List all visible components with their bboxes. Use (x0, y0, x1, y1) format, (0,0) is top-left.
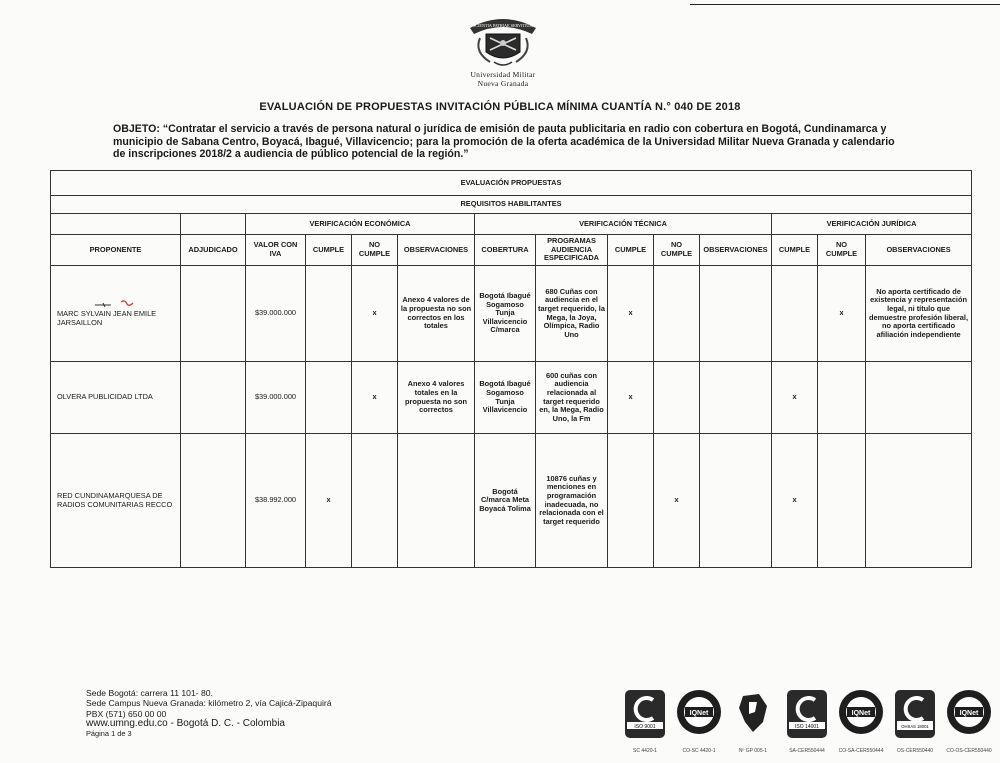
cell-eco-observaciones (398, 434, 475, 568)
svg-text:ISO 14001: ISO 14001 (795, 724, 819, 730)
cell-adjudicado (181, 434, 246, 568)
cell-jur-no-cumple (818, 362, 866, 434)
crest-motto: SCIENTIA PATRIAE SERVITIUM (472, 23, 534, 28)
cell-tec-cumple: x (608, 362, 654, 434)
col-eco-cumple: CUMPLE (306, 235, 352, 266)
table-row (51, 362, 972, 434)
cert-code: CO-SA-CER550444 (838, 748, 884, 754)
cell-programas: 600 cuñas con audiencia relacionada al target requerido en, la Mega, Radio Uno, la Fm (536, 362, 608, 434)
table-title: EVALUACIÓN PROPUESTAS (51, 171, 972, 196)
cell-eco-cumple: x (306, 434, 352, 568)
group-juridica: VERIFICACIÓN JURÍDICA (772, 214, 972, 235)
evaluation-table (50, 170, 972, 568)
cell-cobertura: Bogotá C/marca Meta Boyacá Tolima (475, 434, 536, 568)
cert-badge (728, 688, 778, 754)
page-number: Página 1 de 3 (86, 729, 132, 739)
col-jur-no-cumple: NO CUMPLE (818, 235, 866, 266)
col-programas: PROGRAMAS AUDIENCIA ESPECIFICADA (536, 235, 608, 266)
cell-jur-cumple: x (772, 434, 818, 568)
col-tec-observaciones: OBSERVACIONES (700, 235, 772, 266)
objeto-paragraph: OBJETO: “Contratar el servicio a través de persona natural o jurídica de emisión de pauta publicitaria en radio con cobertura en Bogotá, Cundinamarca y municipio de Sabana Centro, Boyacá, Ibagué, Villavicencio; para la promoción de la oferta académica de la Universidad Militar Nueva Granada y calendario de inscripciones 2018/2 a audiencia de público potencial de la región.” (113, 123, 895, 160)
university-crest-icon (460, 12, 546, 70)
svg-text:ISO 9001: ISO 9001 (634, 724, 656, 730)
cell-cobertura: Bogotá Ibagué Sogamoso Tunja Villavicencio C/marca (475, 266, 536, 362)
icontec-iso-icon (623, 688, 667, 740)
cert-badge (944, 688, 994, 754)
cell-programas: 10876 cuñas y menciones en programación inadecuada, no relacionada con el target requerido (536, 434, 608, 568)
cell-jur-observaciones (866, 362, 972, 434)
document-title: EVALUACIÓN DE PROPUESTAS INVITACIÓN PÚBLICA MÍNIMA CUANTÍA N.° 040 DE 2018 (259, 101, 741, 113)
cert-badge (836, 688, 886, 754)
table-row (51, 434, 972, 568)
cell-jur-no-cumple (818, 434, 866, 568)
cert-code: Nº GP 005-1 (738, 748, 768, 754)
cell-jur-observaciones (866, 434, 972, 568)
cell-valor: $38.992.000 (246, 434, 306, 568)
colombia-map-seal-icon (729, 688, 777, 740)
university-name-line1: Universidad Militar (470, 70, 536, 79)
cell-jur-cumple: x (772, 362, 818, 434)
cell-tec-cumple: x (608, 266, 654, 362)
cell-jur-no-cumple: x (818, 266, 866, 362)
svg-text:IQNet: IQNet (689, 710, 709, 717)
university-logo (458, 12, 548, 88)
cert-badge (890, 688, 940, 754)
cert-code: OS-CER550440 (896, 748, 934, 754)
cell-eco-observaciones: Anexo 4 valores totales en la propuesta no son correctos (398, 362, 475, 434)
footer-line: Sede Bogotá: carrera 11 101- 80. (86, 688, 213, 698)
iqnet-seal-icon (837, 688, 885, 740)
cell-eco-no-cumple: x (352, 362, 398, 434)
cell-cobertura: Bogotá Ibagué Sogamoso Tunja Villavicencio (475, 362, 536, 434)
cell-valor: $39.000.000 (246, 266, 306, 362)
cell-jur-cumple (772, 266, 818, 362)
group-economica: VERIFICACIÓN ECONÓMICA (246, 214, 475, 235)
col-eco-observaciones: OBSERVACIONES (398, 235, 475, 266)
col-jur-observaciones: OBSERVACIONES (866, 235, 972, 266)
svg-text:OHSAS 18001: OHSAS 18001 (901, 724, 929, 729)
cert-code: SA-CER550444 (789, 748, 825, 754)
cell-eco-cumple (306, 266, 352, 362)
cell-eco-cumple (306, 362, 352, 434)
cert-badge (782, 688, 832, 754)
blank-header-cell (181, 214, 246, 235)
iqnet-seal-icon (945, 688, 993, 740)
cell-adjudicado (181, 362, 246, 434)
footer-address (86, 688, 332, 739)
cell-programas: 680 Cuñas con audiencia en el target requerido, la Mega, la Joya, Olímpica, Radio Uno (536, 266, 608, 362)
table-subtitle: REQUISITOS HABILITANTES (51, 196, 972, 214)
col-proponente: PROPONENTE (51, 235, 181, 266)
university-name-line2: Nueva Granada (477, 79, 529, 88)
cell-jur-observaciones: No aporta certificado de existencia y representación legal, ni título que demuestre profesión liberal, no aporta certificado afiliación independiente (866, 266, 972, 362)
iqnet-seal-icon (675, 688, 723, 740)
top-rule (690, 4, 1000, 5)
cell-eco-no-cumple: x (352, 266, 398, 362)
cell-proponente: RED CUNDINAMARQUESA DE RADIOS COMUNITARIAS RECCO (51, 434, 181, 568)
cell-tec-observaciones (700, 266, 772, 362)
col-valor: VALOR CON IVA (246, 235, 306, 266)
cert-code: SC 4420-1 (633, 748, 657, 754)
col-jur-cumple: CUMPLE (772, 235, 818, 266)
cert-code: CO-SC 4420-1 (682, 748, 716, 754)
footer-line: PBX (571) 650 00 00 (86, 708, 167, 719)
cell-eco-no-cumple (352, 434, 398, 568)
cell-adjudicado (181, 266, 246, 362)
col-tec-no-cumple: NO CUMPLE (654, 235, 700, 266)
signature-mark-icon (93, 299, 139, 308)
cert-badge (620, 688, 670, 754)
cell-valor: $39.000.000 (246, 362, 306, 434)
cert-badge (674, 688, 724, 754)
svg-text:IQNet: IQNet (959, 710, 979, 717)
cert-code: CO-OS-CER550440 (946, 748, 992, 754)
footer-line: Sede Campus Nueva Granada: kilómetro 2, vía Cajicá-Zipaquirá (86, 698, 332, 709)
cell-tec-observaciones (700, 362, 772, 434)
group-tecnica: VERIFICACIÓN TÉCNICA (475, 214, 772, 235)
col-adjudicado: ADJUDICADO (181, 235, 246, 266)
col-cobertura: COBERTURA (475, 235, 536, 266)
icontec-ohsas-icon (893, 688, 937, 740)
cell-tec-no-cumple (654, 266, 700, 362)
cell-tec-observaciones (700, 434, 772, 568)
cell-tec-no-cumple (654, 362, 700, 434)
col-eco-no-cumple: NO CUMPLE (352, 235, 398, 266)
icontec-iso-icon (785, 688, 829, 740)
cell-tec-cumple (608, 434, 654, 568)
table-row (51, 266, 972, 362)
cell-tec-no-cumple: x (654, 434, 700, 568)
cell-eco-observaciones: Anexo 4 valores de la propuesta no son correctos en los totales (398, 266, 475, 362)
certification-badges (620, 688, 1000, 754)
blank-header-cell (51, 214, 181, 235)
col-tec-cumple: CUMPLE (608, 235, 654, 266)
svg-text:IQNet: IQNet (851, 710, 871, 717)
footer-website: www.umng.edu.co - Bogotá D. C. - Colombia (86, 717, 285, 729)
cell-proponente: MARC SYLVAIN JEAN EMILE JARSAILLON (51, 266, 181, 362)
cell-proponente: OLVERA PUBLICIDAD LTDA (51, 362, 181, 434)
